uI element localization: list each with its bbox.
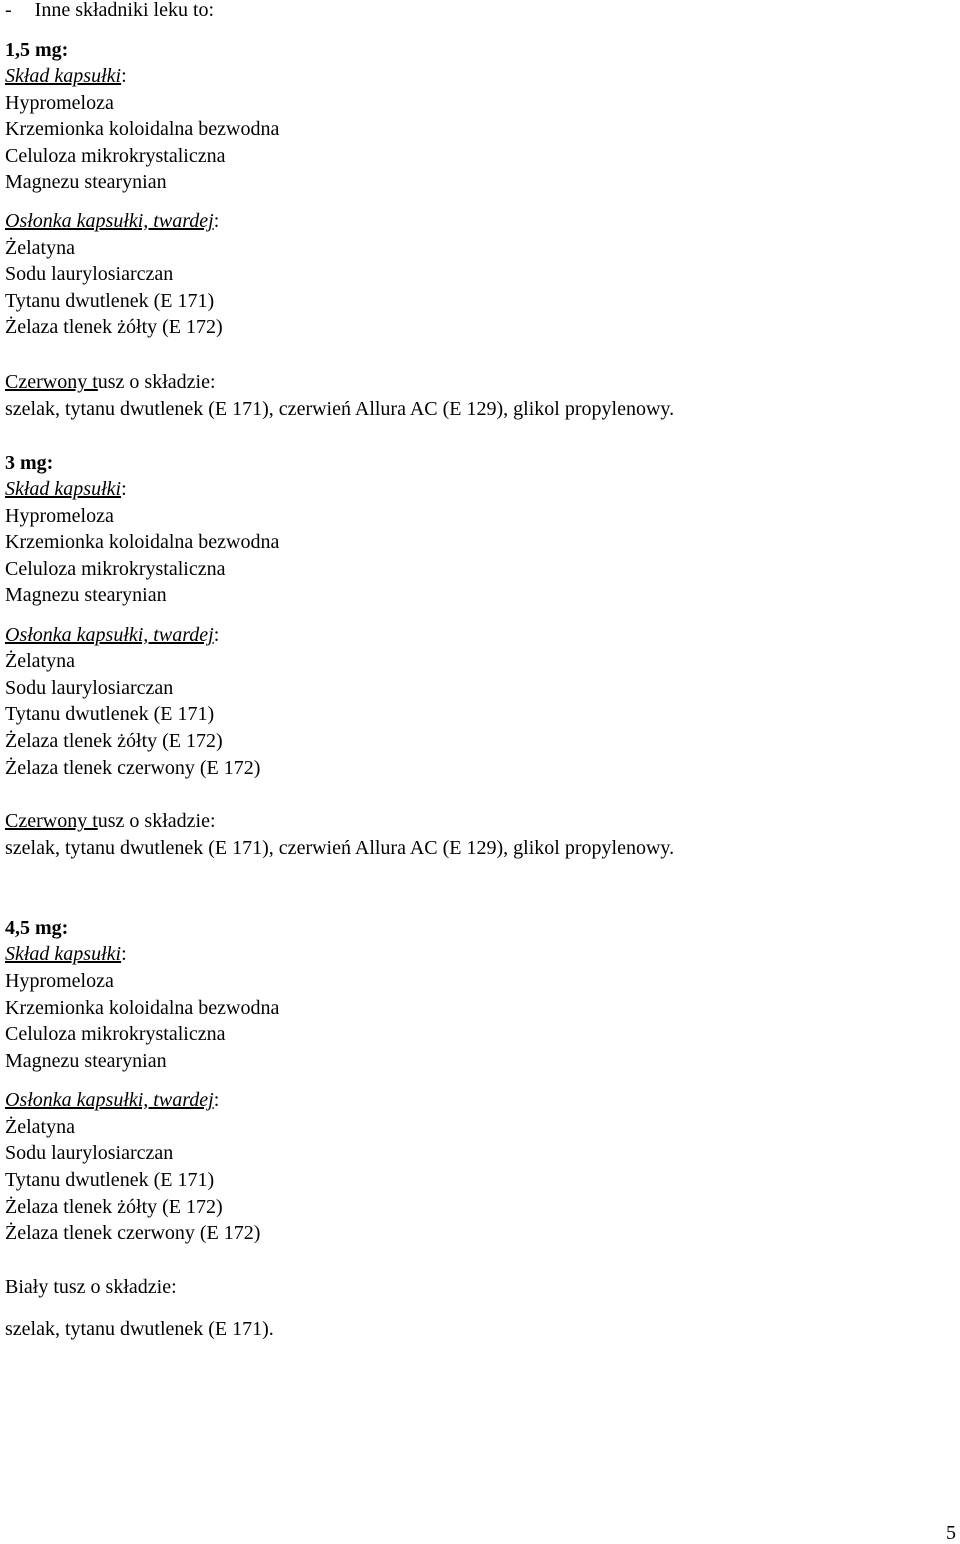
shell-item: Żelatyna [5,1116,75,1138]
section-heading-4-5mg: 4,5 mg: [5,917,69,939]
shell-item: Tytanu dwutlenek (E 171) [5,703,215,725]
colon: : [121,478,127,500]
capsule-item: Hypromeloza [5,970,114,992]
capsule-item: Magnezu stearynian [5,1050,167,1072]
capsule-label-3mg [5,477,127,501]
capsule-label-1-5mg [5,64,127,88]
capsule-item: Krzemionka koloidalna bezwodna [5,997,280,1019]
shell-item: Żelatyna [5,650,75,672]
ink-text-3mg: szelak, tytanu dwutlenek (E 171), czerwień Allura AC (E 129), glikol propylenowy. [5,837,675,859]
ink-label-1-5mg [5,370,216,394]
shell-item: Tytanu dwutlenek (E 171) [5,290,215,312]
colon: : [213,1089,220,1111]
capsule-item: Krzemionka koloidalna bezwodna [5,531,280,553]
shell-item: Tytanu dwutlenek (E 171) [5,1169,215,1191]
intro-dash: - [5,0,12,21]
intro-text: Inne składniki leku to: [34,0,215,21]
ink-label-underlined: Czerwony t [5,810,98,832]
shell-label-4-5mg [5,1088,219,1112]
shell-label-text: Osłonka kapsułki, twardej [5,210,214,232]
shell-label-text: Osłonka kapsułki, twardej [5,624,214,646]
ink-label-rest: usz o składzie: [97,371,216,393]
capsule-label-4-5mg [5,942,127,966]
ink-text-4-5mg: szelak, tytanu dwutlenek (E 171). [5,1318,274,1340]
shell-item: Sodu laurylosiarczan [5,263,174,285]
colon: : [121,943,127,965]
shell-item: Żelaza tlenek żółty (E 172) [5,730,223,752]
capsule-item: Celuloza mikrokrystaliczna [5,145,226,167]
shell-item: Sodu laurylosiarczan [5,1142,174,1164]
shell-item: Żelaza tlenek żółty (E 172) [5,1196,223,1218]
shell-label-3mg [5,623,219,647]
page-number: 5 [946,1522,956,1544]
shell-item: Żelaza tlenek czerwony (E 172) [5,757,261,779]
shell-label-1-5mg [5,209,219,233]
capsule-label-text: Skład kapsułki [5,478,122,500]
capsule-item: Hypromeloza [5,92,114,114]
capsule-item: Magnezu stearynian [5,584,167,606]
shell-item: Sodu laurylosiarczan [5,677,174,699]
shell-item: Żelaza tlenek żółty (E 172) [5,316,223,338]
section-heading-1-5mg: 1,5 mg: [5,39,69,61]
capsule-label-text: Skład kapsułki [5,65,122,87]
capsule-item: Magnezu stearynian [5,171,167,193]
capsule-item: Krzemionka koloidalna bezwodna [5,118,280,140]
ink-label-3mg [5,809,216,833]
colon: : [121,65,127,87]
capsule-item: Celuloza mikrokrystaliczna [5,1023,226,1045]
colon: : [213,624,220,646]
ink-label-underlined: Czerwony t [5,371,98,393]
intro-line [5,0,214,22]
shell-item: Żelaza tlenek czerwony (E 172) [5,1222,261,1244]
capsule-label-text: Skład kapsułki [5,943,122,965]
section-heading-3mg: 3 mg: [5,452,54,474]
ink-text-1-5mg: szelak, tytanu dwutlenek (E 171), czerwień Allura AC (E 129), glikol propylenowy. [5,398,675,420]
shell-label-text: Osłonka kapsułki, twardej [5,1089,214,1111]
ink-label-4-5mg: Biały tusz o składzie: [5,1276,177,1298]
capsule-item: Hypromeloza [5,505,114,527]
shell-item: Żelatyna [5,237,75,259]
capsule-item: Celuloza mikrokrystaliczna [5,558,226,580]
colon: : [213,210,220,232]
ink-label-rest: usz o składzie: [97,810,216,832]
